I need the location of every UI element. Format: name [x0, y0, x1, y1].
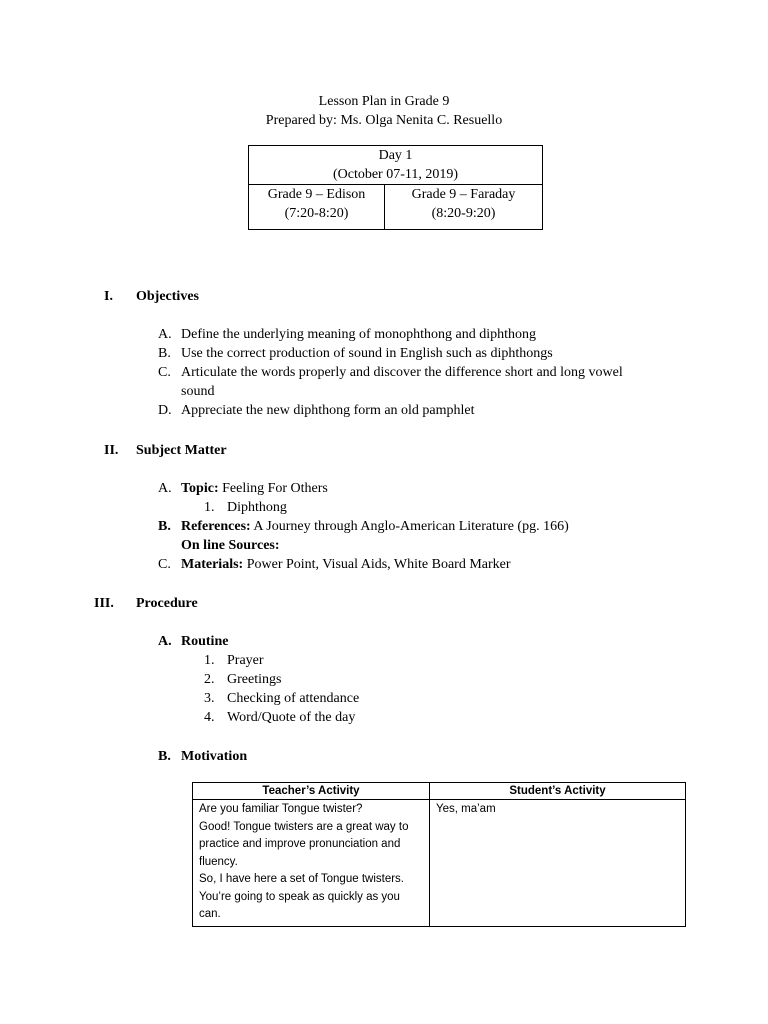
teacher-line: So, I have here a set of Tongue twisters.	[199, 873, 404, 885]
prepared-by: Prepared by: Ms. Olga Nenita C. Resuello	[265, 113, 503, 128]
procedure-heading: Procedure	[136, 596, 198, 611]
online-sources-label: On line Sources:	[181, 538, 280, 553]
objective-item-continued: sound	[181, 384, 215, 399]
routine-heading: Routine	[181, 634, 229, 649]
objective-item: Use the correct production of sound in English such as diphthongs	[181, 346, 553, 361]
section-numeral: III.	[94, 596, 114, 611]
list-letter: B.	[158, 519, 171, 534]
motivation-table	[192, 782, 686, 927]
schedule-section-faraday	[385, 185, 543, 230]
list-number: 3.	[204, 691, 215, 706]
list-letter: D.	[158, 403, 172, 418]
document-title: Lesson Plan in Grade 9	[318, 94, 450, 109]
section-numeral: II.	[104, 443, 119, 458]
routine-item: Checking of attendance	[227, 691, 360, 706]
section-time: (8:20-9:20)	[431, 206, 496, 221]
teacher-line: fluency.	[199, 855, 238, 868]
teacher-activity-cell	[193, 800, 430, 927]
schedule-table	[248, 145, 543, 230]
list-letter: A.	[158, 327, 172, 342]
schedule-section-edison	[249, 185, 385, 230]
list-number: 4.	[204, 710, 215, 725]
references-line	[181, 519, 569, 535]
list-letter: B.	[158, 749, 171, 764]
routine-item: Word/Quote of the day	[227, 710, 356, 725]
section-numeral: I.	[104, 289, 113, 304]
topic-line	[181, 481, 328, 497]
routine-item: Greetings	[227, 672, 282, 687]
schedule-day: Day 1	[378, 148, 413, 163]
student-activity-cell	[430, 800, 686, 927]
topic-subitem: Diphthong	[227, 500, 287, 515]
topic-value: Feeling For Others	[218, 481, 328, 496]
table-header-row	[193, 783, 686, 800]
teacher-line: You’re going to speak as quickly as you	[199, 890, 400, 903]
teacher-activity-header: Teacher’s Activity	[193, 783, 430, 800]
materials-value: Power Point, Visual Aids, White Board Marker	[243, 557, 511, 572]
student-activity-header: Student’s Activity	[430, 783, 686, 800]
schedule-dates: (October 07-11, 2019)	[332, 167, 459, 182]
objective-item: Define the underlying meaning of monophthong and diphthong	[181, 327, 536, 342]
list-letter: C.	[158, 365, 171, 380]
list-number: 1.	[204, 500, 215, 515]
objective-item: Appreciate the new diphthong form an old pamphlet	[181, 403, 475, 418]
teacher-line: can.	[199, 908, 221, 920]
teacher-line: Good! Tongue twisters are a great way to	[199, 820, 409, 833]
table-row	[193, 800, 686, 927]
list-letter: A.	[158, 481, 172, 496]
section-name: Grade 9 – Edison	[267, 187, 366, 202]
motivation-heading: Motivation	[181, 749, 248, 764]
routine-item: Prayer	[227, 653, 264, 668]
list-letter: C.	[158, 557, 171, 572]
list-number: 1.	[204, 653, 215, 668]
list-number: 2.	[204, 672, 215, 687]
section-name: Grade 9 – Faraday	[411, 187, 516, 202]
teacher-line: Are you familiar Tongue twister?	[199, 803, 363, 815]
objectives-heading: Objectives	[136, 289, 199, 304]
topic-label: Topic:	[181, 481, 219, 496]
materials-line	[181, 557, 511, 573]
schedule-day-cell	[249, 146, 543, 185]
student-line: Yes, ma’am	[436, 803, 496, 815]
section-time: (7:20-8:20)	[284, 206, 349, 221]
subject-matter-heading: Subject Matter	[136, 443, 227, 458]
list-letter: B.	[158, 346, 171, 361]
materials-label: Materials:	[181, 557, 244, 572]
references-value: A Journey through Anglo-American Literature (pg. 166)	[250, 519, 569, 534]
teacher-line: practice and improve pronunciation and	[199, 838, 401, 850]
list-letter: A.	[158, 634, 172, 649]
references-label: References:	[181, 519, 251, 534]
objective-item: Articulate the words properly and discover the difference short and long vowel	[181, 365, 623, 380]
